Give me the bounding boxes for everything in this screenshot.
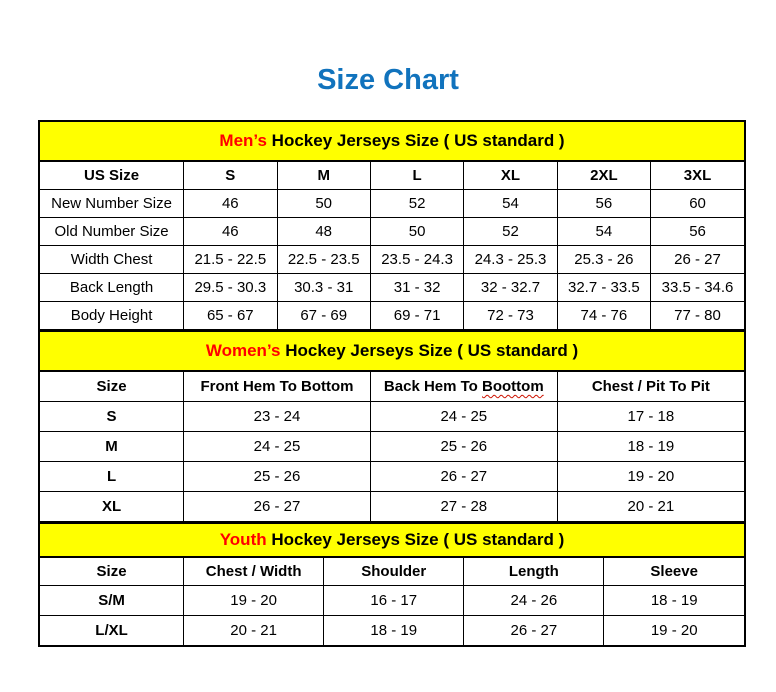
column-header: Chest / Width (184, 558, 324, 586)
column-header: Back Hem To Boottom (370, 372, 557, 402)
table-cell: 52 (370, 190, 463, 218)
row-label: Body Height (40, 302, 184, 330)
column-header: Sleeve (604, 558, 744, 586)
size-chart (38, 120, 746, 647)
column-header: 2XL (557, 162, 650, 190)
table-cell: 16 - 17 (324, 586, 464, 616)
table-cell: 17 - 18 (557, 402, 744, 432)
table-cell: 32 - 32.7 (464, 274, 557, 302)
table-cell: 26 - 27 (370, 462, 557, 492)
table-row (40, 492, 744, 522)
table-cell: 19 - 20 (604, 616, 744, 646)
table-cell: 46 (184, 218, 277, 246)
table-cell: 20 - 21 (557, 492, 744, 522)
table-cell: 65 - 67 (184, 302, 277, 330)
table-cell: 19 - 20 (557, 462, 744, 492)
table-cell: 74 - 76 (557, 302, 650, 330)
table-cell: 60 (651, 190, 744, 218)
table-cell: 30.3 - 31 (277, 274, 370, 302)
table-cell: 18 - 19 (604, 586, 744, 616)
row-label: New Number Size (40, 190, 184, 218)
table-cell: 72 - 73 (464, 302, 557, 330)
table-cell: 50 (370, 218, 463, 246)
table-cell: 54 (557, 218, 650, 246)
row-label: M (40, 432, 184, 462)
womens-band-header (40, 330, 744, 372)
table-cell: 23.5 - 24.3 (370, 246, 463, 274)
table-row (40, 302, 744, 330)
row-label: XL (40, 492, 184, 522)
table-cell: 25 - 26 (184, 462, 371, 492)
womens-size-table (40, 372, 744, 522)
column-header: M (277, 162, 370, 190)
table-cell: 24 - 26 (464, 586, 604, 616)
table-cell: 46 (184, 190, 277, 218)
table-row (40, 190, 744, 218)
header-row (40, 162, 744, 190)
table-cell: 18 - 19 (557, 432, 744, 462)
table-cell: 52 (464, 218, 557, 246)
table-cell: 69 - 71 (370, 302, 463, 330)
table-row (40, 586, 744, 616)
column-header: Size (40, 558, 184, 586)
table-row (40, 432, 744, 462)
row-label: Old Number Size (40, 218, 184, 246)
row-label: S/M (40, 586, 184, 616)
column-header: S (184, 162, 277, 190)
row-label: Back Length (40, 274, 184, 302)
table-cell: 18 - 19 (324, 616, 464, 646)
table-row (40, 274, 744, 302)
table-cell: 50 (277, 190, 370, 218)
table-cell: 32.7 - 33.5 (557, 274, 650, 302)
table-cell: 26 - 27 (464, 616, 604, 646)
womens-band-highlight: Women’s (205, 341, 281, 360)
table-cell: 25 - 26 (370, 432, 557, 462)
table-cell: 67 - 69 (277, 302, 370, 330)
womens-section (40, 330, 744, 522)
column-header: Chest / Pit To Pit (557, 372, 744, 402)
column-header: XL (464, 162, 557, 190)
table-cell: 54 (464, 190, 557, 218)
table-cell: 26 - 27 (651, 246, 744, 274)
table-row (40, 616, 744, 646)
column-header: Length (464, 558, 604, 586)
table-cell: 24.3 - 25.3 (464, 246, 557, 274)
mens-band-highlight: Men’s (219, 131, 267, 150)
table-cell: 56 (557, 190, 650, 218)
table-cell: 23 - 24 (184, 402, 371, 432)
table-cell: 31 - 32 (370, 274, 463, 302)
table-cell: 48 (277, 218, 370, 246)
youth-band-header (40, 522, 744, 558)
table-cell: 24 - 25 (370, 402, 557, 432)
table-cell: 20 - 21 (184, 616, 324, 646)
column-header: Shoulder (324, 558, 464, 586)
header-row (40, 372, 744, 402)
table-row (40, 218, 744, 246)
table-cell: 26 - 27 (184, 492, 371, 522)
page-title: Size Chart (317, 64, 459, 96)
row-label: Width Chest (40, 246, 184, 274)
table-cell: 27 - 28 (370, 492, 557, 522)
column-header: Front Hem To Bottom (184, 372, 371, 402)
table-row (40, 462, 744, 492)
column-header: US Size (40, 162, 184, 190)
table-cell: 24 - 25 (184, 432, 371, 462)
column-header: L (370, 162, 463, 190)
youth-band-highlight: Youth (219, 530, 267, 549)
row-label: L (40, 462, 184, 492)
table-cell: 25.3 - 26 (557, 246, 650, 274)
row-label: S (40, 402, 184, 432)
mens-band-rest: Hockey Jerseys Size ( US standard ) (266, 131, 565, 150)
mens-band-header (40, 122, 744, 162)
table-cell: 19 - 20 (184, 586, 324, 616)
table-cell: 77 - 80 (651, 302, 744, 330)
youth-section (40, 522, 744, 645)
womens-band-rest: Hockey Jerseys Size ( US standard ) (280, 341, 579, 360)
mens-section (40, 122, 744, 330)
column-header: Size (40, 372, 184, 402)
column-header: 3XL (651, 162, 744, 190)
table-cell: 21.5 - 22.5 (184, 246, 277, 274)
youth-size-table (40, 558, 744, 645)
misspelled-word: Boottom (482, 378, 544, 395)
mens-size-table (40, 162, 744, 330)
header-row (40, 558, 744, 586)
table-cell: 56 (651, 218, 744, 246)
row-label: L/XL (40, 616, 184, 646)
table-row (40, 402, 744, 432)
table-row (40, 246, 744, 274)
table-cell: 22.5 - 23.5 (277, 246, 370, 274)
table-cell: 29.5 - 30.3 (184, 274, 277, 302)
table-cell: 33.5 - 34.6 (651, 274, 744, 302)
youth-band-rest: Hockey Jerseys Size ( US standard ) (266, 530, 565, 549)
